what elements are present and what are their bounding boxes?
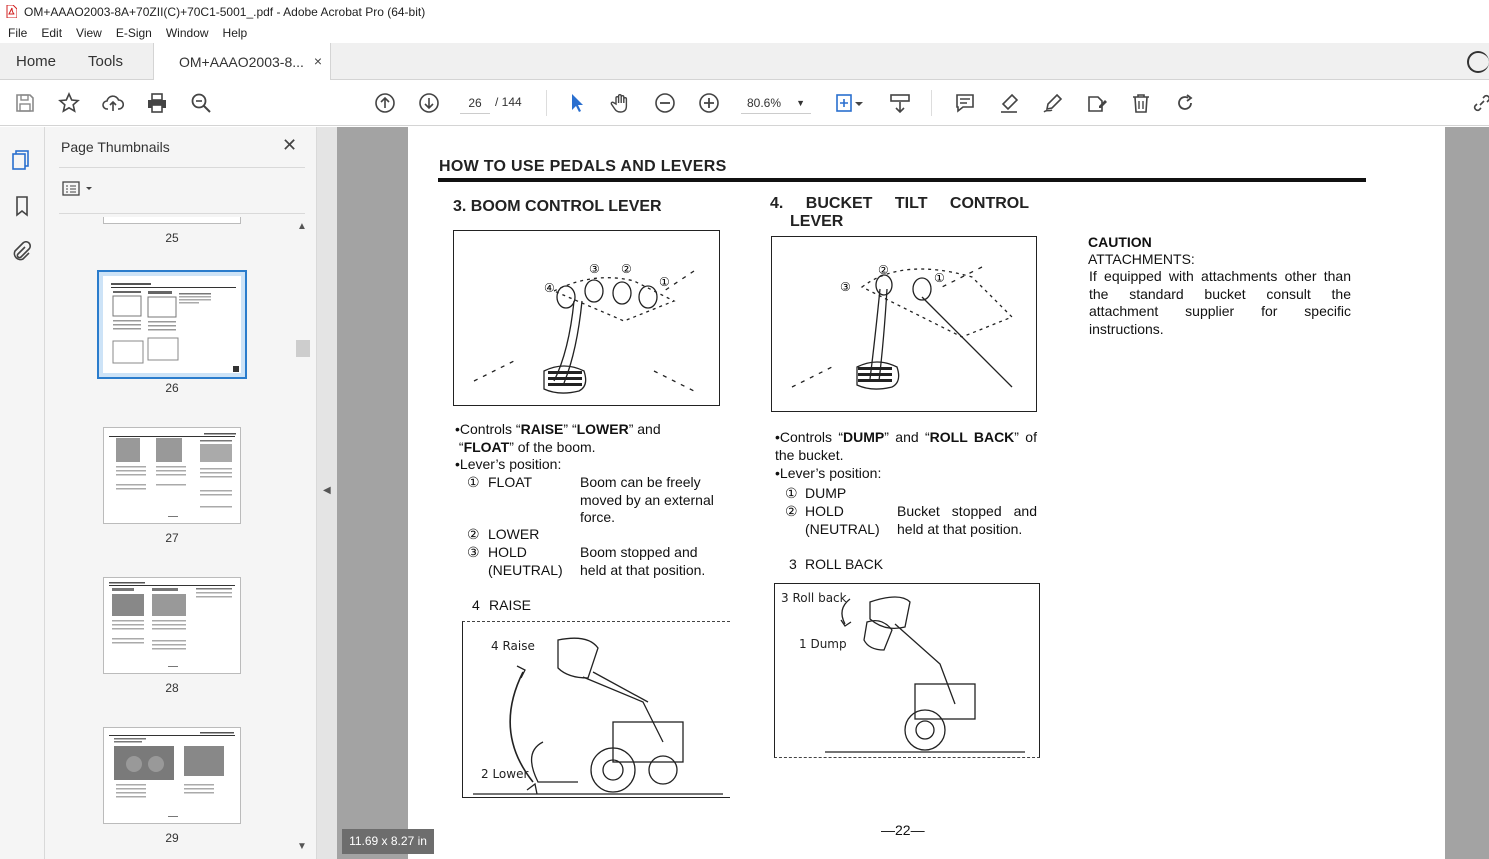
fig-label-1: ① [934,271,945,285]
menu-help[interactable]: Help [222,26,248,40]
zoom-search-icon[interactable] [189,91,213,115]
title-bar [0,0,1489,23]
page-thumbnails-icon[interactable] [11,149,33,171]
page-thumbnails-panel [45,127,317,859]
tab-tools[interactable]: Tools [88,53,124,70]
boom-lever-illustration [454,231,719,405]
bucket-lever-illustration [772,237,1036,411]
fig-label-3: ③ [589,262,600,276]
zoom-level-value: 80.6% [747,96,782,110]
thumbnails-scrollbar[interactable] [297,219,309,855]
save-icon[interactable] [13,91,37,115]
bookmark-star-icon[interactable] [57,91,81,115]
close-tab-icon[interactable]: × [313,53,322,69]
fig-label-2: ② [621,262,632,276]
print-icon[interactable] [145,91,169,115]
thumbnails-scroll-thumb[interactable] [296,340,310,357]
left-navigation-rail [0,127,45,859]
boom-pos4-num: 4 [472,597,480,613]
acrobat-pdf-icon [6,5,17,18]
lower-label: 2 Lower [481,767,529,781]
heading-rule [438,178,1366,182]
bucket-pos3-name: ROLL BACK [805,556,884,572]
close-panel-icon[interactable]: ✕ [282,135,298,155]
thumbnail-page-29[interactable] [103,727,241,824]
fig-label-3: ③ [840,280,851,294]
page-footer-number: —22— [881,822,925,838]
thumbnail-page-27[interactable] [103,427,241,524]
bookmarks-icon[interactable] [11,195,33,217]
boom-pos1-desc: Boom can be freely moved by an external force. [580,474,714,525]
scroll-mode-icon[interactable] [888,91,912,115]
boom-control-heading: 3. BOOM CONTROL LEVER [453,198,662,215]
loader-boom-illustration [463,622,731,799]
tab-home[interactable]: Home [16,53,57,70]
zoom-in-icon[interactable] [697,91,721,115]
tab-bar [0,43,1489,80]
toolbar-divider [546,90,547,116]
boom-pos2-num: ② [467,526,480,542]
boom-pos1-num: ① [467,474,480,490]
panel-collapse-strip[interactable] [317,127,337,859]
bucket-lever-position-label: •Lever’s position: [775,465,882,481]
zoom-out-icon[interactable] [653,91,677,115]
bucket-pos2-name: HOLD (NEUTRAL) [805,503,880,537]
thumbnail-page-28[interactable] [103,577,241,674]
boom-pos2-name: LOWER [488,526,540,542]
menu-window[interactable]: Window [165,26,209,40]
thumbnail-preview [104,728,240,823]
select-cursor-icon[interactable] [565,91,589,115]
highlight-pen-icon[interactable] [997,91,1021,115]
edit-pdf-icon[interactable] [1085,91,1109,115]
bucket-pos2-desc: Bucket stopped and held at that position. [897,503,1037,537]
window-title: OM+AAAO2003-8A+70ZII(C)+70C1-5001_.pdf - Adobe Acrobat Pro (64-bit) [24,4,426,19]
bucket-lever-figure [771,236,1037,412]
bucket-pos2-num: ② [785,503,798,519]
caution-heading: CAUTION [1088,234,1152,250]
panel-divider [59,167,305,168]
document-viewport[interactable] [337,127,1489,859]
next-page-icon[interactable] [417,91,441,115]
sign-icon[interactable] [1041,91,1065,115]
menu-bar [0,23,1489,43]
boom-pos3-num: ③ [467,544,480,560]
share-link-icon[interactable] [1470,91,1489,115]
attachments-body: If equipped with attachments other than the standard bucket consult the attachment supplier for specific instructions. [1089,268,1351,337]
tab-document-label: OM+AAAO2003-8... [179,53,304,70]
thumbnail-preview [104,428,240,523]
thumbnail-preview [104,578,240,673]
scroll-up-icon[interactable]: ▲ [297,221,307,232]
bucket-pos1-num: ① [785,485,798,501]
delete-trash-icon[interactable] [1129,91,1153,115]
collapse-panel-arrow-icon[interactable]: ◀ [323,485,331,496]
thumbnail-preview [103,276,241,373]
bucket-pos3-num: 3 [789,556,797,572]
scroll-down-icon[interactable]: ▼ [297,841,307,852]
attachments-subheading: ATTACHMENTS: [1088,251,1195,267]
fig-label-2: ② [878,263,889,277]
page-number-input[interactable]: 26 [460,92,490,114]
boom-pos1-name: FLOAT [488,474,533,490]
rotate-icon[interactable] [1173,91,1197,115]
bucket-pos1-name: DUMP [805,485,847,501]
fit-dropdown-chevron-icon[interactable] [853,91,865,115]
upload-cloud-icon[interactable] [101,91,125,115]
main-toolbar [0,80,1489,126]
bucket-motion-figure [774,583,1040,758]
menu-file[interactable]: File [8,26,28,40]
menu-edit[interactable]: Edit [41,26,63,40]
tab-document[interactable] [153,43,331,80]
zoom-level-dropdown[interactable] [741,92,811,114]
loader-bucket-illustration [775,584,1039,757]
dump-label: 1 Dump [799,637,847,651]
menu-view[interactable]: View [76,26,102,40]
thumbnail-page-25[interactable] [103,217,241,224]
boom-pos3-desc: Boom stopped and held at that position. [580,544,706,578]
boom-controls-bullet: •Controls “RAISE” “LOWER” and “FLOAT” of the boom. [455,421,661,455]
toolbar-divider [931,90,932,116]
panel-divider [59,213,305,214]
raise-label: 4 Raise [491,639,535,653]
hand-tool-icon[interactable] [609,91,633,115]
thumbnail-label-26: 26 [165,381,179,395]
attachments-paperclip-icon[interactable] [11,241,33,263]
thumbnails-panel-title: Page Thumbnails [61,139,170,155]
boom-lever-figure [453,230,720,406]
bucket-control-heading-line2: LEVER [790,213,844,230]
comment-icon[interactable] [953,91,977,115]
thumbnail-label-29: 29 [165,831,179,845]
page-total: / 144 [495,95,522,109]
pdf-page [408,127,1445,859]
thumbnail-options-icon[interactable] [62,180,96,198]
page-heading: HOW TO USE PEDALS AND LEVERS [439,158,727,175]
thumbnail-label-27: 27 [165,531,179,545]
fig-label-1: ① [659,275,670,289]
fig-label-4: ④ [544,281,555,295]
thumbnail-label-28: 28 [165,681,179,695]
menu-esign[interactable]: E-Sign [115,26,152,40]
roll-back-label: 3 Roll back [781,591,847,605]
boom-pos4-name: RAISE [489,597,532,613]
bucket-control-heading: 4. BUCKET TILT CONTROL [770,195,1030,212]
thumbnail-label-25: 25 [165,231,179,245]
bucket-controls-bullet: •Controls “DUMP” and “ROLL BACK” of the bucket. [775,429,1037,463]
previous-page-icon[interactable] [373,91,397,115]
boom-motion-figure [462,621,730,798]
boom-lever-position-label: •Lever’s position: [455,456,562,472]
help-icon[interactable] [1467,51,1489,73]
chevron-down-icon: ▼ [796,98,805,108]
boom-pos3-name: HOLD (NEUTRAL) [488,544,563,578]
thumbnail-page-26[interactable] [97,270,247,379]
page-size-badge: 11.69 x 8.27 in [342,829,434,854]
